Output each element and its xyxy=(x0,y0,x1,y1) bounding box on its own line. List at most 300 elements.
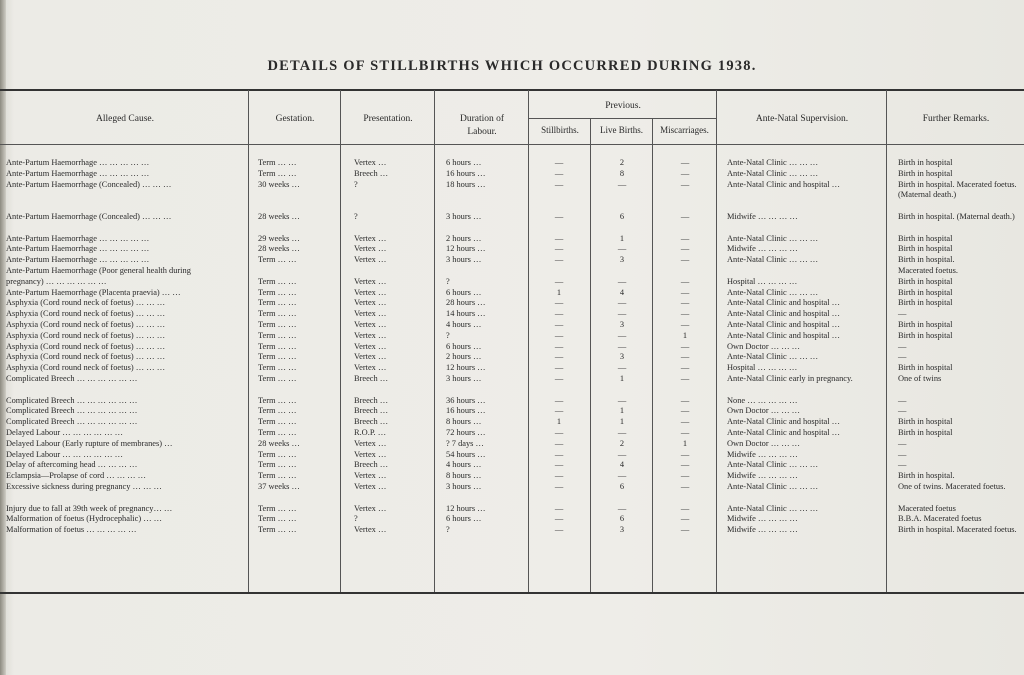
cell-antenatal: Ante-Natal Clinic … … … xyxy=(727,503,819,513)
table-row xyxy=(0,406,1024,417)
cell-antenatal: Ante-Natal Clinic … … … xyxy=(727,168,819,178)
cell-duration: 3 hours … xyxy=(446,373,482,383)
cell-presentation: Breech … xyxy=(354,460,389,470)
cell-antenatal: Ante-Natal Clinic … … … xyxy=(727,158,819,167)
table-row xyxy=(0,352,1024,363)
cell-miscarriages: — xyxy=(680,460,690,470)
header-gestation: Gestation. xyxy=(275,114,315,124)
cell-duration: 72 hours … xyxy=(446,427,486,437)
table-row xyxy=(0,396,1024,407)
cell-miscarriages: — xyxy=(680,244,690,254)
cell-presentation: Vertex … xyxy=(354,298,387,308)
cell-presentation: Vertex … xyxy=(354,471,387,481)
cell-miscarriages: — xyxy=(680,179,690,189)
cell-remarks: — xyxy=(898,406,907,416)
cell-duration: 2 hours … xyxy=(446,233,482,243)
cell-stillbirths: — xyxy=(554,460,564,470)
cell-cause: Ante-Partum Haemorrhage (Poor general health during xyxy=(6,265,191,275)
header-antenatal: Ante-Natal Supervision. xyxy=(755,114,849,124)
table-bottom-rule xyxy=(0,592,1024,594)
cell-remarks: Birth in hospital xyxy=(898,363,953,373)
cell-cause: Asphyxia (Cord round neck of foetus) … … … xyxy=(6,319,166,329)
cell-stillbirths: — xyxy=(554,363,564,373)
cell-remarks: Birth in hospital xyxy=(898,417,953,427)
table-row xyxy=(0,266,1024,277)
cell-cause: Asphyxia (Cord round neck of foetus) … … … xyxy=(6,298,166,308)
cell-antenatal: Midwife … … … … xyxy=(727,471,798,481)
cell-remarks: — xyxy=(898,395,907,405)
cell-live-births: 6 xyxy=(619,514,625,524)
cell-miscarriages: — xyxy=(680,503,690,513)
table-row xyxy=(0,169,1024,180)
cell-duration: 6 hours … xyxy=(446,341,482,351)
cell-gestation: Term … … xyxy=(258,363,297,373)
cell-presentation: Vertex … xyxy=(354,244,387,254)
cell-gestation: Term … … xyxy=(258,168,297,178)
table-top-rule xyxy=(0,89,1024,91)
cell-antenatal: Ante-Natal Clinic and hospital … xyxy=(727,319,841,329)
cell-duration: 54 hours … xyxy=(446,449,486,459)
cell-gestation: Term … … xyxy=(258,373,297,383)
page-title: DETAILS OF STILLBIRTHS WHICH OCCURRED DURING 1938. xyxy=(267,58,757,74)
header-duration-line2: Labour. xyxy=(467,127,497,137)
cell-live-births: — xyxy=(617,427,627,437)
cell-antenatal: None … … … … … xyxy=(727,395,798,405)
cell-cause: pregnancy) … … … … … … xyxy=(6,276,107,286)
cell-presentation: Vertex … xyxy=(354,438,387,448)
cell-duration: 8 hours … xyxy=(446,417,482,427)
cell-stillbirths: — xyxy=(554,255,564,265)
cell-live-births: — xyxy=(617,471,627,481)
cell-cause: Ante-Partum Haemorrhage … … … … … xyxy=(6,168,150,178)
header-remarks: Further Remarks. xyxy=(922,114,990,124)
cell-gestation: Term … … xyxy=(258,276,297,286)
table-row xyxy=(0,417,1024,428)
cell-miscarriages: — xyxy=(680,298,690,308)
cell-miscarriages: — xyxy=(680,449,690,459)
cell-stillbirths: — xyxy=(554,330,564,340)
cell-remarks: Birth in hospital. (Maternal death.) xyxy=(898,211,1015,221)
cell-remarks: Birth in hospital xyxy=(898,233,953,243)
cell-presentation: Breech … xyxy=(354,395,389,405)
table-row xyxy=(0,504,1024,515)
cell-antenatal: Ante-Natal Clinic … … … xyxy=(727,352,819,362)
cell-remarks: Macerated foetus xyxy=(898,503,956,513)
cell-antenatal: Hospital … … … … xyxy=(727,363,798,373)
table-row xyxy=(0,363,1024,374)
cell-cause: Delayed Labour … … … … … … xyxy=(6,449,123,459)
cell-cause: Asphyxia (Cord round neck of foetus) … … … xyxy=(6,352,166,362)
cell-gestation: Term … … xyxy=(258,255,297,265)
cell-cause: Complicated Breech … … … … … … xyxy=(6,395,138,405)
cell-stillbirths: — xyxy=(554,481,564,491)
cell-gestation: Term … … xyxy=(258,471,297,481)
cell-duration: ? xyxy=(446,525,450,535)
cell-gestation: Term … … xyxy=(258,352,297,362)
cell-presentation: Vertex … xyxy=(354,287,387,297)
cell-duration: 16 hours … xyxy=(446,168,486,178)
cell-cause: Delayed Labour … … … … … … xyxy=(6,427,123,437)
cell-cause: Eclampsia—Prolapse of cord … … … … xyxy=(6,471,147,481)
cell-live-births: — xyxy=(617,341,627,351)
cell-presentation: Breech … xyxy=(354,373,389,383)
cell-live-births: — xyxy=(617,244,627,254)
table-body xyxy=(0,158,1024,547)
cell-duration: 12 hours … xyxy=(446,503,486,513)
cell-miscarriages: — xyxy=(680,363,690,373)
cell-gestation: Term … … xyxy=(258,503,297,513)
cell-miscarriages: — xyxy=(680,406,690,416)
cell-antenatal: Ante-Natal Clinic … … … xyxy=(727,460,819,470)
cell-remarks: Macerated foetus. xyxy=(898,265,958,275)
cell-miscarriages: — xyxy=(680,471,690,481)
cell-remarks: Birth in hospital xyxy=(898,276,953,286)
cell-gestation: Term … … xyxy=(258,158,297,167)
cell-presentation: ? xyxy=(354,211,358,221)
cell-miscarriages: — xyxy=(680,319,690,329)
cell-duration: 6 hours … xyxy=(446,514,482,524)
cell-duration: 2 hours … xyxy=(446,352,482,362)
cell-presentation: Vertex … xyxy=(354,255,387,265)
cell-presentation: ? xyxy=(354,179,358,189)
cell-antenatal: Ante-Natal Clinic … … … xyxy=(727,233,819,243)
cell-live-births: — xyxy=(617,395,627,405)
cell-miscarriages: — xyxy=(680,525,690,535)
table-row xyxy=(0,471,1024,482)
cell-presentation: Vertex … xyxy=(354,319,387,329)
cell-gestation: 28 weeks … xyxy=(258,244,300,254)
cell-duration: ? xyxy=(446,330,450,340)
cell-presentation: Vertex … xyxy=(354,525,387,535)
cell-duration: ? 7 days … xyxy=(446,438,484,448)
cell-stillbirths: — xyxy=(554,244,564,254)
table-row xyxy=(0,331,1024,342)
table-row xyxy=(0,525,1024,547)
cell-live-births: 1 xyxy=(619,406,625,416)
cell-antenatal: Midwife … … … … xyxy=(727,244,798,254)
cell-remarks: Birth in hospital xyxy=(898,244,953,254)
cell-stillbirths: — xyxy=(554,319,564,329)
cell-gestation: Term … … xyxy=(258,417,297,427)
cell-live-births: — xyxy=(617,309,627,319)
cell-remarks: Birth in hospital. xyxy=(898,471,955,481)
cell-gestation: 28 weeks … xyxy=(258,438,300,448)
cell-gestation: Term … … xyxy=(258,395,297,405)
cell-antenatal: Midwife … … … … xyxy=(727,449,798,459)
table-row xyxy=(0,212,1024,234)
cell-remarks: Birth in hospital xyxy=(898,168,953,178)
cell-presentation: Vertex … xyxy=(354,276,387,286)
cell-gestation: Term … … xyxy=(258,309,297,319)
header-presentation: Presentation. xyxy=(363,114,413,124)
cell-gestation: 29 weeks … xyxy=(258,233,300,243)
cell-remarks: Birth in hospital xyxy=(898,287,953,297)
cell-stillbirths: — xyxy=(554,276,564,286)
cell-antenatal: Own Doctor … … … xyxy=(727,406,801,416)
cell-live-births: — xyxy=(617,179,627,189)
cell-miscarriages: — xyxy=(680,395,690,405)
cell-cause: Excessive sickness during pregnancy … … … xyxy=(6,481,162,491)
table-row xyxy=(0,277,1024,288)
cell-antenatal: Midwife … … … … xyxy=(727,525,798,535)
cell-stillbirths: 1 xyxy=(556,417,562,427)
cell-live-births: — xyxy=(617,363,627,373)
cell-stillbirths: — xyxy=(554,525,564,535)
cell-remarks: — xyxy=(898,449,907,459)
cell-cause: Ante-Partum Haemorrhage … … … … … xyxy=(6,233,150,243)
cell-duration: 8 hours … xyxy=(446,471,482,481)
cell-stillbirths: — xyxy=(554,168,564,178)
cell-presentation: Vertex … xyxy=(354,481,387,491)
cell-cause: Delay of aftercoming head … … … … xyxy=(6,460,138,470)
cell-stillbirths: — xyxy=(554,341,564,351)
cell-miscarriages: — xyxy=(680,427,690,437)
cell-remarks: Birth in hospital xyxy=(898,319,953,329)
cell-antenatal: Ante-Natal Clinic … … … xyxy=(727,481,819,491)
cell-duration: 14 hours … xyxy=(446,309,486,319)
cell-remarks: Birth in hospital. Macerated foetus. (Maternal death.) xyxy=(898,179,1017,199)
cell-live-births: 1 xyxy=(619,233,625,243)
cell-stillbirths: — xyxy=(554,395,564,405)
cell-remarks: — xyxy=(898,438,907,448)
cell-antenatal: Ante-Natal Clinic early in pregnancy. xyxy=(727,373,853,383)
header-cause: Alleged Cause. xyxy=(95,114,155,124)
cell-remarks: Birth in hospital xyxy=(898,158,953,167)
cell-antenatal: Own Doctor … … … xyxy=(727,438,801,448)
cell-presentation: Vertex … xyxy=(354,341,387,351)
cell-duration: ? xyxy=(446,276,450,286)
cell-duration: 12 hours … xyxy=(446,363,486,373)
table-row xyxy=(0,298,1024,309)
cell-live-births: — xyxy=(617,298,627,308)
cell-miscarriages: — xyxy=(680,514,690,524)
cell-miscarriages: — xyxy=(680,341,690,351)
cell-presentation: ? xyxy=(354,514,358,524)
cell-presentation: Vertex … xyxy=(354,309,387,319)
header-previous: Previous. xyxy=(605,101,641,111)
cell-cause: Ante-Partum Haemorrhage (Concealed) … … … xyxy=(6,179,172,189)
cell-live-births: 2 xyxy=(619,158,625,167)
cell-remarks: Birth in hospital xyxy=(898,427,953,437)
cell-cause: Injury due to fall at 39th week of pregnancy… … xyxy=(6,503,173,513)
cell-presentation: Vertex … xyxy=(354,233,387,243)
cell-cause: Asphyxia (Cord round neck of foetus) … … … xyxy=(6,341,166,351)
cell-cause: Asphyxia (Cord round neck of foetus) … … … xyxy=(6,309,166,319)
table-row xyxy=(0,180,1024,212)
cell-live-births: — xyxy=(617,330,627,340)
header-duration-line1: Duration of xyxy=(459,114,505,124)
cell-gestation: Term … … xyxy=(258,319,297,329)
cell-gestation: 37 weeks … xyxy=(258,481,300,491)
cell-stillbirths: — xyxy=(554,449,564,459)
cell-live-births: 2 xyxy=(619,438,625,448)
cell-live-births: 8 xyxy=(619,168,625,178)
cell-duration: 16 hours … xyxy=(446,406,486,416)
cell-cause: Asphyxia (Cord round neck of foetus) … … … xyxy=(6,363,166,373)
cell-cause: Ante-Partum Haemorrhage … … … … … xyxy=(6,158,150,167)
table-row xyxy=(0,288,1024,299)
cell-miscarriages: 1 xyxy=(682,330,688,340)
table-row xyxy=(0,460,1024,471)
table-row xyxy=(0,439,1024,450)
cell-antenatal: Midwife … … … … xyxy=(727,211,798,221)
header-bottom-rule xyxy=(0,144,1024,145)
cell-antenatal: Hospital … … … … xyxy=(727,276,798,286)
cell-stillbirths: — xyxy=(554,211,564,221)
cell-gestation: 30 weeks … xyxy=(258,179,300,189)
table-row xyxy=(0,482,1024,504)
cell-duration: 3 hours … xyxy=(446,211,482,221)
cell-duration: 18 hours … xyxy=(446,179,486,189)
cell-duration: 6 hours … xyxy=(446,287,482,297)
cell-remarks: — xyxy=(898,460,907,470)
cell-presentation: Breech … xyxy=(354,168,389,178)
cell-antenatal: Ante-Natal Clinic … … … xyxy=(727,287,819,297)
cell-miscarriages: — xyxy=(680,287,690,297)
cell-stillbirths: — xyxy=(554,298,564,308)
cell-miscarriages: — xyxy=(680,168,690,178)
cell-gestation: Term … … xyxy=(258,330,297,340)
table-row xyxy=(0,342,1024,353)
table-row xyxy=(0,309,1024,320)
cell-live-births: 4 xyxy=(619,460,625,470)
table-row xyxy=(0,450,1024,461)
cell-miscarriages: — xyxy=(680,211,690,221)
cell-gestation: 28 weeks … xyxy=(258,211,300,221)
cell-presentation: Vertex … xyxy=(354,503,387,513)
header-miscarriages: Miscarriages. xyxy=(660,125,709,135)
cell-presentation: Vertex … xyxy=(354,449,387,459)
cell-cause: Ante-Partum Haemorrhage (Placenta praevia) … … xyxy=(6,287,181,297)
table-row xyxy=(0,374,1024,396)
cell-live-births: 3 xyxy=(619,255,625,265)
cell-presentation: Vertex … xyxy=(354,330,387,340)
cell-miscarriages: — xyxy=(680,373,690,383)
cell-gestation: Term … … xyxy=(258,287,297,297)
cell-live-births: 3 xyxy=(619,319,625,329)
cell-stillbirths: — xyxy=(554,406,564,416)
cell-remarks: One of twins. Macerated foetus. xyxy=(898,481,1006,491)
cell-miscarriages: — xyxy=(680,255,690,265)
cell-cause: Asphyxia (Cord round neck of foetus) … … … xyxy=(6,330,166,340)
cell-miscarriages: 1 xyxy=(682,438,688,448)
cell-duration: 6 hours … xyxy=(446,158,482,167)
header-live-births: Live Births. xyxy=(600,125,643,135)
cell-live-births: 3 xyxy=(619,352,625,362)
cell-stillbirths: 1 xyxy=(556,287,562,297)
cell-miscarriages: — xyxy=(680,158,690,167)
cell-miscarriages: — xyxy=(680,352,690,362)
cell-cause: Malformation of foetus (Hydrocephalic) … … xyxy=(6,514,163,524)
cell-antenatal: Midwife … … … … xyxy=(727,514,798,524)
cell-duration: 4 hours … xyxy=(446,460,482,470)
cell-duration: 28 hours … xyxy=(446,298,486,308)
cell-stillbirths: — xyxy=(554,233,564,243)
cell-live-births: — xyxy=(617,449,627,459)
cell-remarks: B.B.A. Macerated foetus xyxy=(898,514,982,524)
cell-antenatal: Ante-Natal Clinic and hospital … xyxy=(727,309,841,319)
previous-subheader-rule xyxy=(529,118,716,119)
cell-stillbirths: — xyxy=(554,438,564,448)
cell-antenatal: Ante-Natal Clinic and hospital … xyxy=(727,427,841,437)
cell-remarks: Birth in hospital. xyxy=(898,255,955,265)
cell-live-births: 6 xyxy=(619,481,625,491)
cell-presentation: Breech … xyxy=(354,417,389,427)
cell-duration: 4 hours … xyxy=(446,319,482,329)
cell-stillbirths: — xyxy=(554,427,564,437)
cell-gestation: Term … … xyxy=(258,427,297,437)
table-row xyxy=(0,255,1024,266)
cell-cause: Complicated Breech … … … … … … xyxy=(6,373,138,383)
cell-stillbirths: — xyxy=(554,471,564,481)
cell-miscarriages: — xyxy=(680,233,690,243)
cell-stillbirths: — xyxy=(554,309,564,319)
cell-cause: Ante-Partum Haemorrhage (Concealed) … … … xyxy=(6,211,172,221)
cell-gestation: Term … … xyxy=(258,298,297,308)
cell-live-births: — xyxy=(617,503,627,513)
cell-remarks: Birth in hospital xyxy=(898,298,953,308)
cell-miscarriages: — xyxy=(680,481,690,491)
cell-live-births: 1 xyxy=(619,417,625,427)
cell-miscarriages: — xyxy=(680,417,690,427)
cell-cause: Ante-Partum Haemorrhage … … … … … xyxy=(6,244,150,254)
cell-presentation: Vertex … xyxy=(354,352,387,362)
cell-antenatal: Own Doctor … … … xyxy=(727,341,801,351)
cell-stillbirths: — xyxy=(554,373,564,383)
cell-antenatal: Ante-Natal Clinic and hospital … xyxy=(727,417,841,427)
cell-gestation: Term … … xyxy=(258,449,297,459)
cell-live-births: 6 xyxy=(619,211,625,221)
header-stillbirths: Stillbirths. xyxy=(541,125,579,135)
cell-gestation: Term … … xyxy=(258,406,297,416)
cell-duration: 12 hours … xyxy=(446,244,486,254)
cell-stillbirths: — xyxy=(554,514,564,524)
cell-stillbirths: — xyxy=(554,503,564,513)
cell-live-births: 4 xyxy=(619,287,625,297)
cell-presentation: Vertex … xyxy=(354,363,387,373)
cell-gestation: Term … … xyxy=(258,514,297,524)
cell-stillbirths: — xyxy=(554,352,564,362)
cell-duration: 3 hours … xyxy=(446,481,482,491)
table-row xyxy=(0,234,1024,245)
cell-stillbirths: — xyxy=(554,179,564,189)
cell-cause: Malformation of foetus … … … … … xyxy=(6,525,137,535)
cell-remarks: — xyxy=(898,352,907,362)
cell-remarks: Birth in hospital. Macerated foetus. xyxy=(898,525,1017,535)
cell-remarks: One of twins xyxy=(898,373,942,383)
cell-remarks: Birth in hospital xyxy=(898,330,953,340)
cell-live-births: 3 xyxy=(619,525,625,535)
cell-antenatal: Ante-Natal Clinic and hospital … xyxy=(727,179,841,189)
cell-gestation: Term … … xyxy=(258,460,297,470)
cell-cause: Complicated Breech … … … … … … xyxy=(6,406,138,416)
cell-live-births: — xyxy=(617,276,627,286)
cell-gestation: Term … … xyxy=(258,525,297,535)
cell-remarks: — xyxy=(898,309,907,319)
cell-cause: Ante-Partum Haemorrhage … … … … … xyxy=(6,255,150,265)
cell-stillbirths: — xyxy=(554,158,564,167)
cell-duration: 3 hours … xyxy=(446,255,482,265)
cell-presentation: Breech … xyxy=(354,406,389,416)
cell-antenatal: Ante-Natal Clinic … … … xyxy=(727,255,819,265)
cell-cause: Complicated Breech … … … … … … xyxy=(6,417,138,427)
cell-cause: Delayed Labour (Early rupture of membranes) … xyxy=(6,438,173,448)
cell-antenatal: Ante-Natal Clinic and hospital … xyxy=(727,298,841,308)
table-row xyxy=(0,428,1024,439)
cell-duration: 36 hours … xyxy=(446,395,486,405)
table-row xyxy=(0,158,1024,169)
cell-miscarriages: — xyxy=(680,309,690,319)
